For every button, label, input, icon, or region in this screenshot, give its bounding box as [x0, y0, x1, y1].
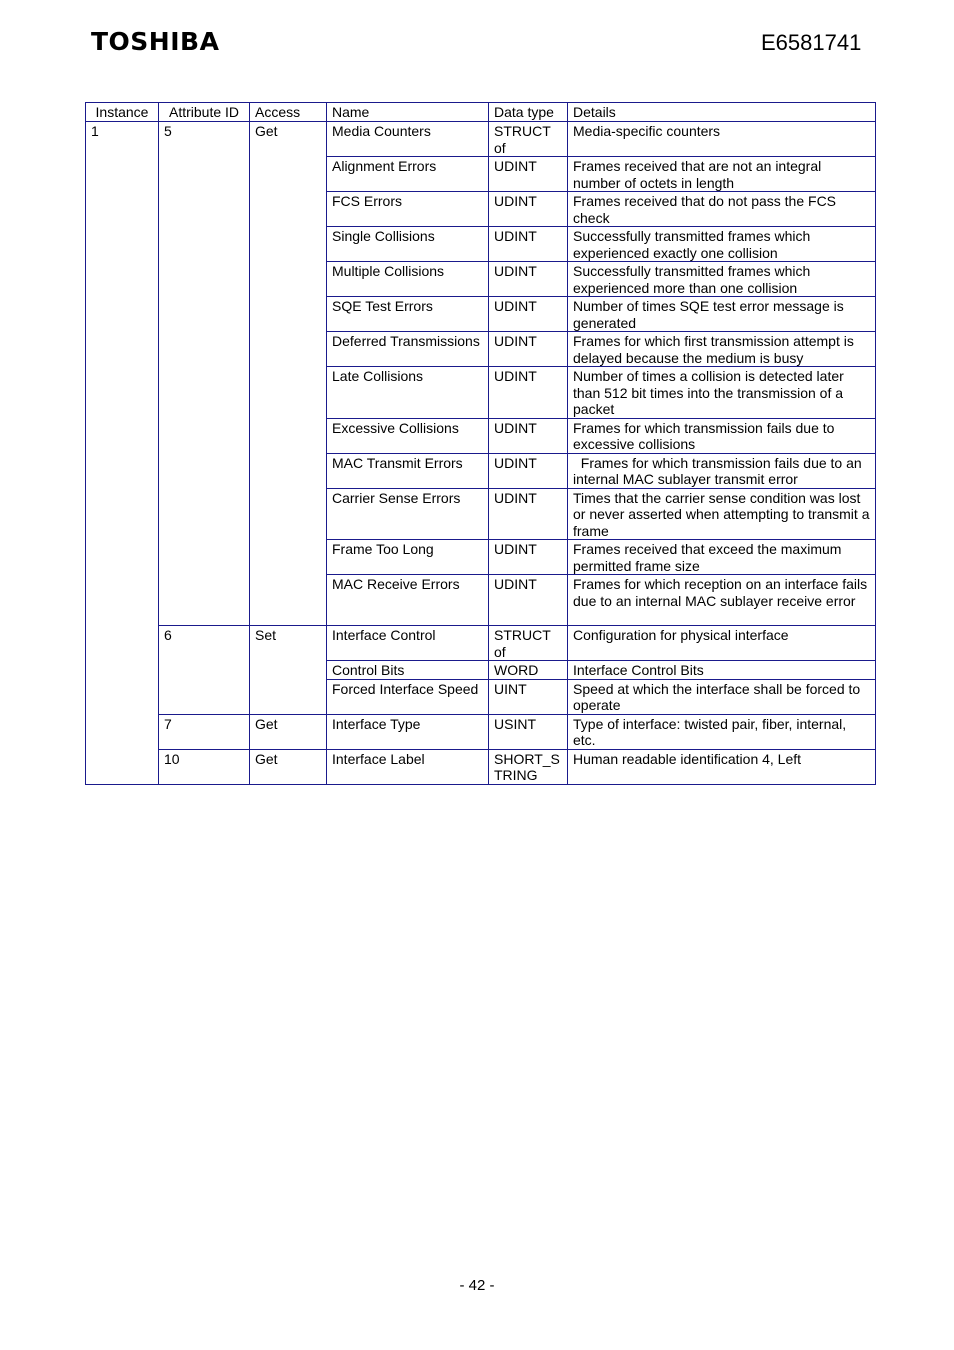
- data-type-cell: UDINT: [489, 297, 568, 332]
- data-type-cell: UDINT: [489, 367, 568, 419]
- name-cell: Alignment Errors: [327, 157, 489, 192]
- data-type-cell: UDINT: [489, 453, 568, 488]
- data-type-cell: USINT: [489, 714, 568, 749]
- page-number: - 42 -: [459, 1277, 495, 1294]
- details-cell: Configuration for physical interface: [568, 626, 876, 661]
- attribute-id-cell: 10: [159, 749, 250, 784]
- table-row: [86, 626, 876, 661]
- data-type-cell: UDINT: [489, 227, 568, 262]
- col-header-access: Access: [250, 103, 327, 122]
- access-cell: Get: [250, 714, 327, 749]
- details-cell: Frames for which reception on an interface fails due to an internal MAC sublayer receive error: [568, 575, 876, 626]
- name-cell: Media Counters: [327, 122, 489, 157]
- data-type-cell: UDINT: [489, 262, 568, 297]
- col-header-instance: Instance: [86, 103, 159, 122]
- attribute-id-cell: 7: [159, 714, 250, 749]
- details-cell: Interface Control Bits: [568, 661, 876, 680]
- table-row: [86, 749, 876, 784]
- details-cell: Number of times a collision is detected later than 512 bit times into the transmission of a packet: [568, 367, 876, 419]
- document-number: E6581741: [761, 30, 862, 55]
- name-cell: Single Collisions: [327, 227, 489, 262]
- name-cell: Control Bits: [327, 661, 489, 680]
- details-cell: Speed at which the interface shall be forced to operate: [568, 679, 876, 714]
- data-type-cell: UINT: [489, 679, 568, 714]
- access-cell: Get: [250, 122, 327, 626]
- name-cell: Interface Control: [327, 626, 489, 661]
- data-type-cell: SHORT_S TRING: [489, 749, 568, 784]
- name-cell: SQE Test Errors: [327, 297, 489, 332]
- data-type-cell: UDINT: [489, 332, 568, 367]
- data-type-cell: STRUCT of: [489, 626, 568, 661]
- details-cell: Times that the carrier sense condition was lost or never asserted when attempting to transmit a frame: [568, 488, 876, 540]
- details-cell: Human readable identification 4, Left: [568, 749, 876, 784]
- name-cell: Excessive Collisions: [327, 418, 489, 453]
- data-type-cell: UDINT: [489, 488, 568, 540]
- table-row: [86, 714, 876, 749]
- col-header-details: Details: [568, 103, 876, 122]
- attribute-id-cell: 5: [159, 122, 250, 626]
- toshiba-logo: TOSHIBA: [91, 27, 220, 56]
- attribute-id-cell: 6: [159, 626, 250, 715]
- col-header-attribute-id: Attribute ID: [159, 103, 250, 122]
- details-cell: Type of interface: twisted pair, fiber, internal, etc.: [568, 714, 876, 749]
- data-type-cell: UDINT: [489, 157, 568, 192]
- details-cell: Frames received that do not pass the FCS check: [568, 192, 876, 227]
- data-type-cell: STRUCT of: [489, 122, 568, 157]
- details-cell: Number of times SQE test error message is generated: [568, 297, 876, 332]
- name-cell: Carrier Sense Errors: [327, 488, 489, 540]
- name-cell: Forced Interface Speed: [327, 679, 489, 714]
- name-cell: MAC Transmit Errors: [327, 453, 489, 488]
- details-cell: Media-specific counters: [568, 122, 876, 157]
- col-header-data-type: Data type: [489, 103, 568, 122]
- access-cell: Get: [250, 749, 327, 784]
- name-cell: Interface Type: [327, 714, 489, 749]
- details-cell: Successfully transmitted frames which experienced exactly one collision: [568, 227, 876, 262]
- data-type-cell: UDINT: [489, 540, 568, 575]
- details-cell: Frames received that exceed the maximum permitted frame size: [568, 540, 876, 575]
- details-cell: Frames for which transmission fails due to excessive collisions: [568, 418, 876, 453]
- name-cell: FCS Errors: [327, 192, 489, 227]
- data-type-cell: UDINT: [489, 418, 568, 453]
- name-cell: Frame Too Long: [327, 540, 489, 575]
- name-cell: Multiple Collisions: [327, 262, 489, 297]
- data-type-cell: WORD: [489, 661, 568, 680]
- data-type-cell: UDINT: [489, 192, 568, 227]
- details-cell: Successfully transmitted frames which experienced more than one collision: [568, 262, 876, 297]
- details-cell: Frames for which transmission fails due to an internal MAC sublayer transmit error: [568, 453, 876, 488]
- name-cell: MAC Receive Errors: [327, 575, 489, 626]
- attribute-table: [85, 102, 876, 785]
- access-cell: Set: [250, 626, 327, 715]
- name-cell: Deferred Transmissions: [327, 332, 489, 367]
- data-type-cell: UDINT: [489, 575, 568, 626]
- table-header-row: [86, 103, 876, 122]
- name-cell: Interface Label: [327, 749, 489, 784]
- details-cell: Frames for which first transmission attempt is delayed because the medium is busy: [568, 332, 876, 367]
- table-row: [86, 122, 876, 157]
- col-header-name: Name: [327, 103, 489, 122]
- instance-cell: 1: [86, 122, 159, 785]
- details-cell: Frames received that are not an integral number of octets in length: [568, 157, 876, 192]
- name-cell: Late Collisions: [327, 367, 489, 419]
